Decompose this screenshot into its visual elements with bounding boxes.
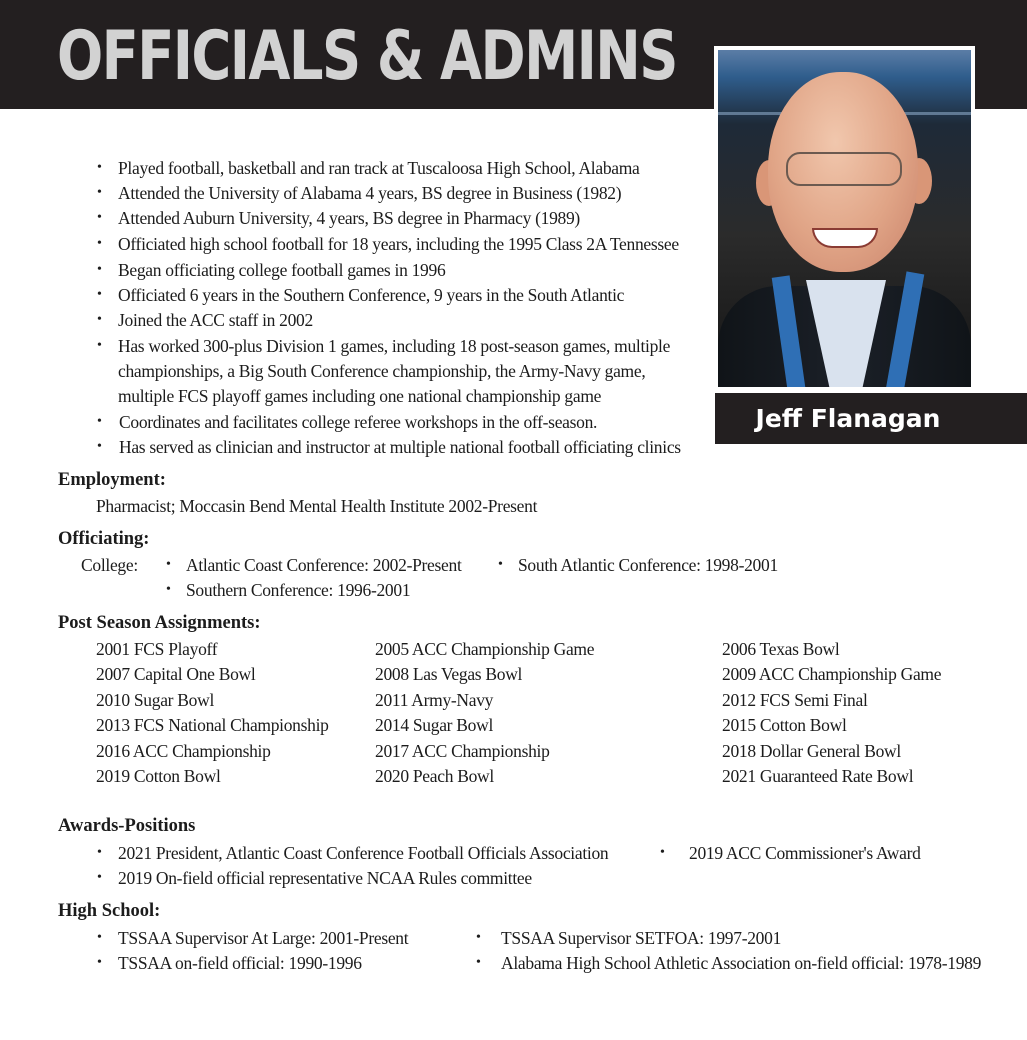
post-season-item: 2010 Sugar Bowl [96,690,215,710]
bio-item: Officiated 6 years in the Southern Conference, 9 years in the South Atlantic [118,285,625,305]
post-season-item: 2021 Guaranteed Rate Bowl [722,766,914,786]
high-school-item: TSSAA on-field official: 1990-1996 [118,953,362,973]
bio-item-continued: multiple FCS playoff games including one national championship game [118,386,602,406]
bio-item: Played football, basketball and ran track at Tuscaloosa High School, Alabama [118,158,640,178]
page-title: OFFICIALS & ADMINS [57,17,677,96]
photo-glasses [786,152,902,186]
high-school-item: TSSAA Supervisor At Large: 2001-Present [118,928,409,948]
post-season-item: 2014 Sugar Bowl [375,715,494,735]
post-season-item: 2011 Army-Navy [375,690,494,710]
bullet-icon: • [97,930,102,945]
bio-item: Coordinates and facilitates college referee workshops in the off-season. [119,412,598,432]
bullet-icon: • [166,582,171,597]
bullet-icon: • [476,930,481,945]
post-season-item: 2009 ACC Championship Game [722,664,942,684]
post-season-item: 2005 ACC Championship Game [375,639,595,659]
profile-photo [718,50,971,387]
post-season-item: 2013 FCS National Championship [96,715,329,735]
bio-item: Attended the University of Alabama 4 years, BS degree in Business (1982) [118,183,622,203]
bio-item: Joined the ACC staff in 2002 [118,310,313,330]
post-season-heading: Post Season Assignments: [58,613,261,633]
award-item: 2021 President, Atlantic Coast Conference Football Officials Association [118,843,609,863]
post-season-item: 2015 Cotton Bowl [722,715,847,735]
profile-photo-frame [714,46,975,391]
college-label: College: [81,555,138,575]
bullet-icon: • [97,439,102,454]
bullet-icon: • [97,160,102,175]
photo-smile [812,228,878,248]
post-season-item: 2019 Cotton Bowl [96,766,221,786]
bio-item: Has served as clinician and instructor at multiple national football officiating clinics [119,437,681,457]
bullet-icon: • [97,870,102,885]
bullet-icon: • [97,236,102,251]
award-item: 2019 ACC Commissioner's Award [689,843,921,863]
bullet-icon: • [97,312,102,327]
post-season-item: 2008 Las Vegas Bowl [375,664,523,684]
officiating-item: Southern Conference: 1996-2001 [186,580,411,600]
bullet-icon: • [97,414,102,429]
bullet-icon: • [97,210,102,225]
bullet-icon: • [97,955,102,970]
post-season-item: 2012 FCS Semi Final [722,690,868,710]
bullet-icon: • [97,338,102,353]
post-season-item: 2017 ACC Championship [375,741,550,761]
employment-text: Pharmacist; Moccasin Bend Mental Health Institute 2002-Present [96,496,538,516]
officiating-heading: Officiating: [58,529,150,549]
employment-heading: Employment: [58,470,166,490]
profile-name: Jeff Flanagan [715,393,1027,444]
post-season-item: 2001 FCS Playoff [96,639,218,659]
officiating-item: Atlantic Coast Conference: 2002-Present [186,555,462,575]
bullet-icon: • [498,557,503,572]
awards-heading: Awards-Positions [58,816,196,836]
bio-item: Officiated high school football for 18 years, including the 1995 Class 2A Tennessee [118,234,679,254]
bullet-icon: • [166,557,171,572]
bio-item-continued: championships, a Big South Conference championship, the Army-Navy game, [118,361,646,381]
award-item: 2019 On-field official representative NCAA Rules committee [118,868,532,888]
high-school-item: TSSAA Supervisor SETFOA: 1997-2001 [501,928,782,948]
bullet-icon: • [660,845,665,860]
bullet-icon: • [97,845,102,860]
post-season-item: 2006 Texas Bowl [722,639,840,659]
high-school-item: Alabama High School Athletic Association on-field official: 1978-1989 [501,953,982,973]
bullet-icon: • [97,185,102,200]
high-school-heading: High School: [58,901,161,921]
officiating-item: South Atlantic Conference: 1998-2001 [518,555,778,575]
post-season-item: 2018 Dollar General Bowl [722,741,901,761]
bio-item: Began officiating college football games in 1996 [118,260,446,280]
post-season-item: 2020 Peach Bowl [375,766,494,786]
bullet-icon: • [476,955,481,970]
bio-item: Has worked 300-plus Division 1 games, including 18 post-season games, multiple [118,336,671,356]
bullet-icon: • [97,262,102,277]
post-season-item: 2007 Capital One Bowl [96,664,256,684]
post-season-item: 2016 ACC Championship [96,741,271,761]
bullet-icon: • [97,287,102,302]
bio-item: Attended Auburn University, 4 years, BS degree in Pharmacy (1989) [118,208,580,228]
